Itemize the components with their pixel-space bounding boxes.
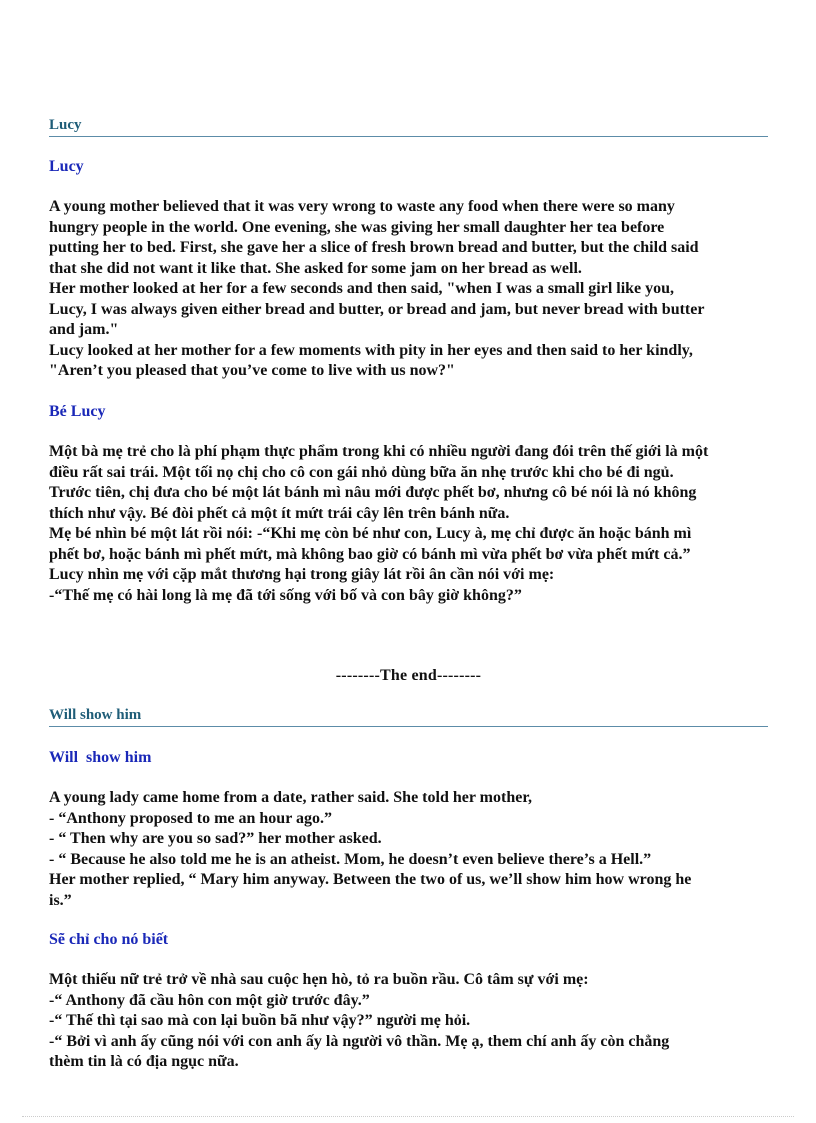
text-line: - “ Because he also told me he is an atheist. Mom, he doesn’t even believe there’s a Hell.” <box>49 850 652 868</box>
page-bottom-divider <box>22 1116 794 1117</box>
text-line: "Aren’t you pleased that you’ve come to live with us now?" <box>49 362 455 379</box>
section-heading-text: Will show him <box>49 707 142 723</box>
text-line: Her mother replied, “ Mary him anyway. Between the two of us, we’ll show him how wrong he <box>49 871 692 888</box>
text-line: -“Thế mẹ có hài long là mẹ đã tới sống với bố và con bây giờ không?” <box>49 586 522 604</box>
text-line: Lucy, I was always given either bread and butter, or bread and jam, but never bread with butter <box>49 300 705 318</box>
story-paragraph-vi <box>49 442 768 606</box>
text-line: - “Anthony proposed to me an hour ago.” <box>49 809 333 827</box>
text-line: Lucy looked at her mother for a few moments with pity in her eyes and then said to her kindly, <box>49 341 693 359</box>
story-paragraph-vi <box>49 970 768 1073</box>
text-line: Một thiếu nữ trẻ trở về nhà sau cuộc hẹn hò, tỏ ra buồn rầu. Cô tâm sự với mẹ: <box>49 971 589 988</box>
story-title-en: Will show him <box>49 749 152 766</box>
the-end-marker: --------The end-------- <box>335 667 482 684</box>
text-line: A young lady came home from a date, rather said. She told her mother, <box>49 789 532 806</box>
story-paragraph-en <box>49 788 768 911</box>
text-line: Lucy nhìn mẹ với cặp mắt thương hại trong giây lát rồi ân cần nói với mẹ: <box>49 566 555 583</box>
text-line: is.” <box>49 891 72 909</box>
text-line: A young mother believed that it was very wrong to waste any food when there were so many <box>49 198 675 215</box>
text-line: -“ Anthony đã cầu hôn con một giờ trước đây.” <box>49 991 370 1009</box>
text-line: Her mother looked at her for a few seconds and then said, "when I was a small girl like you, <box>49 280 675 297</box>
text-line: putting her to bed. First, she gave her a slice of fresh brown bread and butter, but the child said <box>49 239 699 256</box>
story-title-vi: Sẽ chỉ cho nó biết <box>49 931 169 948</box>
story-title-vi: Bé Lucy <box>49 403 106 420</box>
text-line: Trước tiên, chị đưa cho bé một lát bánh mì nâu mới được phết bơ, nhưng cô bé nói là nó không <box>49 484 697 501</box>
text-line: -“ Thế thì tại sao mà con lại buồn bã như vậy?” người mẹ hỏi. <box>49 1012 471 1029</box>
text-line: thèm tin là có địa ngục nữa. <box>49 1053 239 1070</box>
text-line: hungry people in the world. One evening, she was giving her small daughter her tea before <box>49 218 665 236</box>
story-paragraph-en <box>49 197 768 382</box>
text-line: Mẹ bé nhìn bé một lát rồi nói: -“Khi mẹ còn bé như con, Lucy à, mẹ chỉ được ăn hoặc bánh mì <box>49 525 692 542</box>
text-line: phết bơ, hoặc bánh mì phết mứt, mà không bao giờ có bánh mì vừa phết bơ vừa phết mứt cả.” <box>49 545 691 563</box>
section-heading-will-show-him <box>49 706 768 727</box>
text-line: Một bà mẹ trẻ cho là phí phạm thực phẩm trong khi có nhiều người đang đói trên thế giới là một <box>49 443 709 460</box>
section-heading-text: Lucy <box>49 117 82 133</box>
text-line: that she did not want it like that. She asked for some jam on her bread as well. <box>49 259 582 277</box>
text-line: - “ Then why are you so sad?” her mother asked. <box>49 830 382 847</box>
text-line: -“ Bởi vì anh ấy cũng nói với con anh ấy là người vô thần. Mẹ ạ, them chí anh ấy còn chẳng <box>49 1032 670 1050</box>
section-heading-lucy <box>49 116 768 137</box>
text-line: thích như vậy. Bé đòi phết cả một ít mứt trái cây lên trên bánh nữa. <box>49 504 510 522</box>
story-title-en: Lucy <box>49 158 84 175</box>
text-line: and jam." <box>49 321 119 338</box>
text-line: điều rất sai trái. Một tối nọ chị cho cô con gái nhỏ dùng bữa ăn nhẹ trước khi cho bé đi ngủ. <box>49 463 674 481</box>
